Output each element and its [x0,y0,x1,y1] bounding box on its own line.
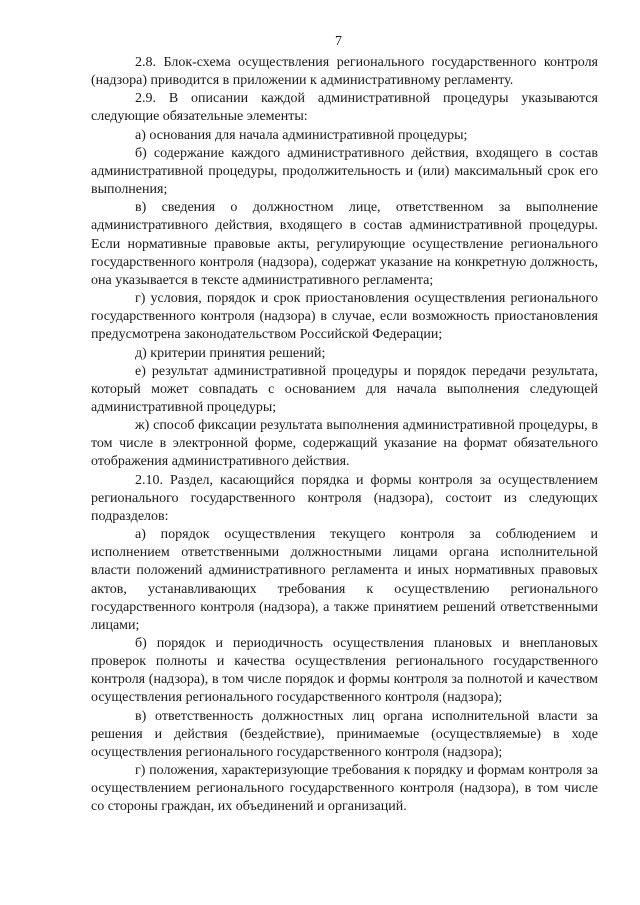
paragraph-2-8: 2.8. Блок-схема осуществления регионального государственного контроля (надзора) приводится в приложении к административному регламенту. [91,55,598,89]
list-item-2-10-b: б) порядок и периодичность осуществления плановых и внеплановых проверок полноты и качества осуществления регионального государственного контроля (надзора), в том числе порядок и формы контроля за полнотой и качеством осуществления регионального государственного контроля (надзора); [91,636,598,706]
list-item-2-9-g: г) условия, порядок и срок приостановления осуществления регионального государственного контроля (надзора) в случае, если возможность приостановления предусмотрена законодательством Российской Федерации; [91,291,598,343]
list-item-2-10-g: г) положения, характеризующие требования к порядку и формам контроля за осуществлением регионального государственного контроля (надзора), в том числе со стороны граждан, их объединений и организаций. [91,763,598,815]
list-item-2-10-a: а) порядок осуществления текущего контроля за соблюдением и исполнением ответственными должностными лицами органа исполнительной власти положений административного регламента и иных нормативных правовых актов, устанавливающих требования к осуществлению регионального государственного контроля (надзора), а также принятием решений ответственными лицами; [91,527,598,633]
list-item-2-9-b: б) содержание каждого административного действия, входящего в состав административной процедуры, продолжительность и (или) максимальный срок его выполнения; [91,145,598,198]
list-item-2-9-zh: ж) способ фиксации результата выполнения административной процедуры, в том числе в электронной форме, содержащий указание на формат обязательного отображения административного действия. [91,418,598,470]
list-item-2-9-d: д) критерии принятия решений; [135,345,326,361]
paragraph-2-9: 2.9. В описании каждой административной процедуры указываются следующие обязательные элементы: [91,91,598,125]
list-item-2-10-v: в) ответственность должностных лиц органа исполнительной власти за решения и действия (бездействие), принимаемые (осуществляемые) в ходе осуществления регионального государственного контроля (надзора); [91,708,598,760]
list-item-2-9-v: в) сведения о должностном лице, ответственном за выполнение административного действия, входящего в состав административной процедуры. Если нормативные правовые акты, регулирующие осуществление регионального государственного контроля (надзора), содержат указание на конкретную должность, она указывается в тексте административного регламента; [91,200,598,288]
list-item-2-9-e: е) результат административной процедуры и порядок передачи результата, который может совпадать с основанием для начала выполнения следующей административной процедуры; [91,363,598,415]
page-number: 7 [335,34,342,49]
paragraph-2-10: 2.10. Раздел, касающийся порядка и формы контроля за осуществлением регионального государственного контроля (надзора), состоит из следующих подразделов: [91,472,598,524]
list-item-2-9-a: а) основания для начала административной процедуры; [135,127,468,143]
